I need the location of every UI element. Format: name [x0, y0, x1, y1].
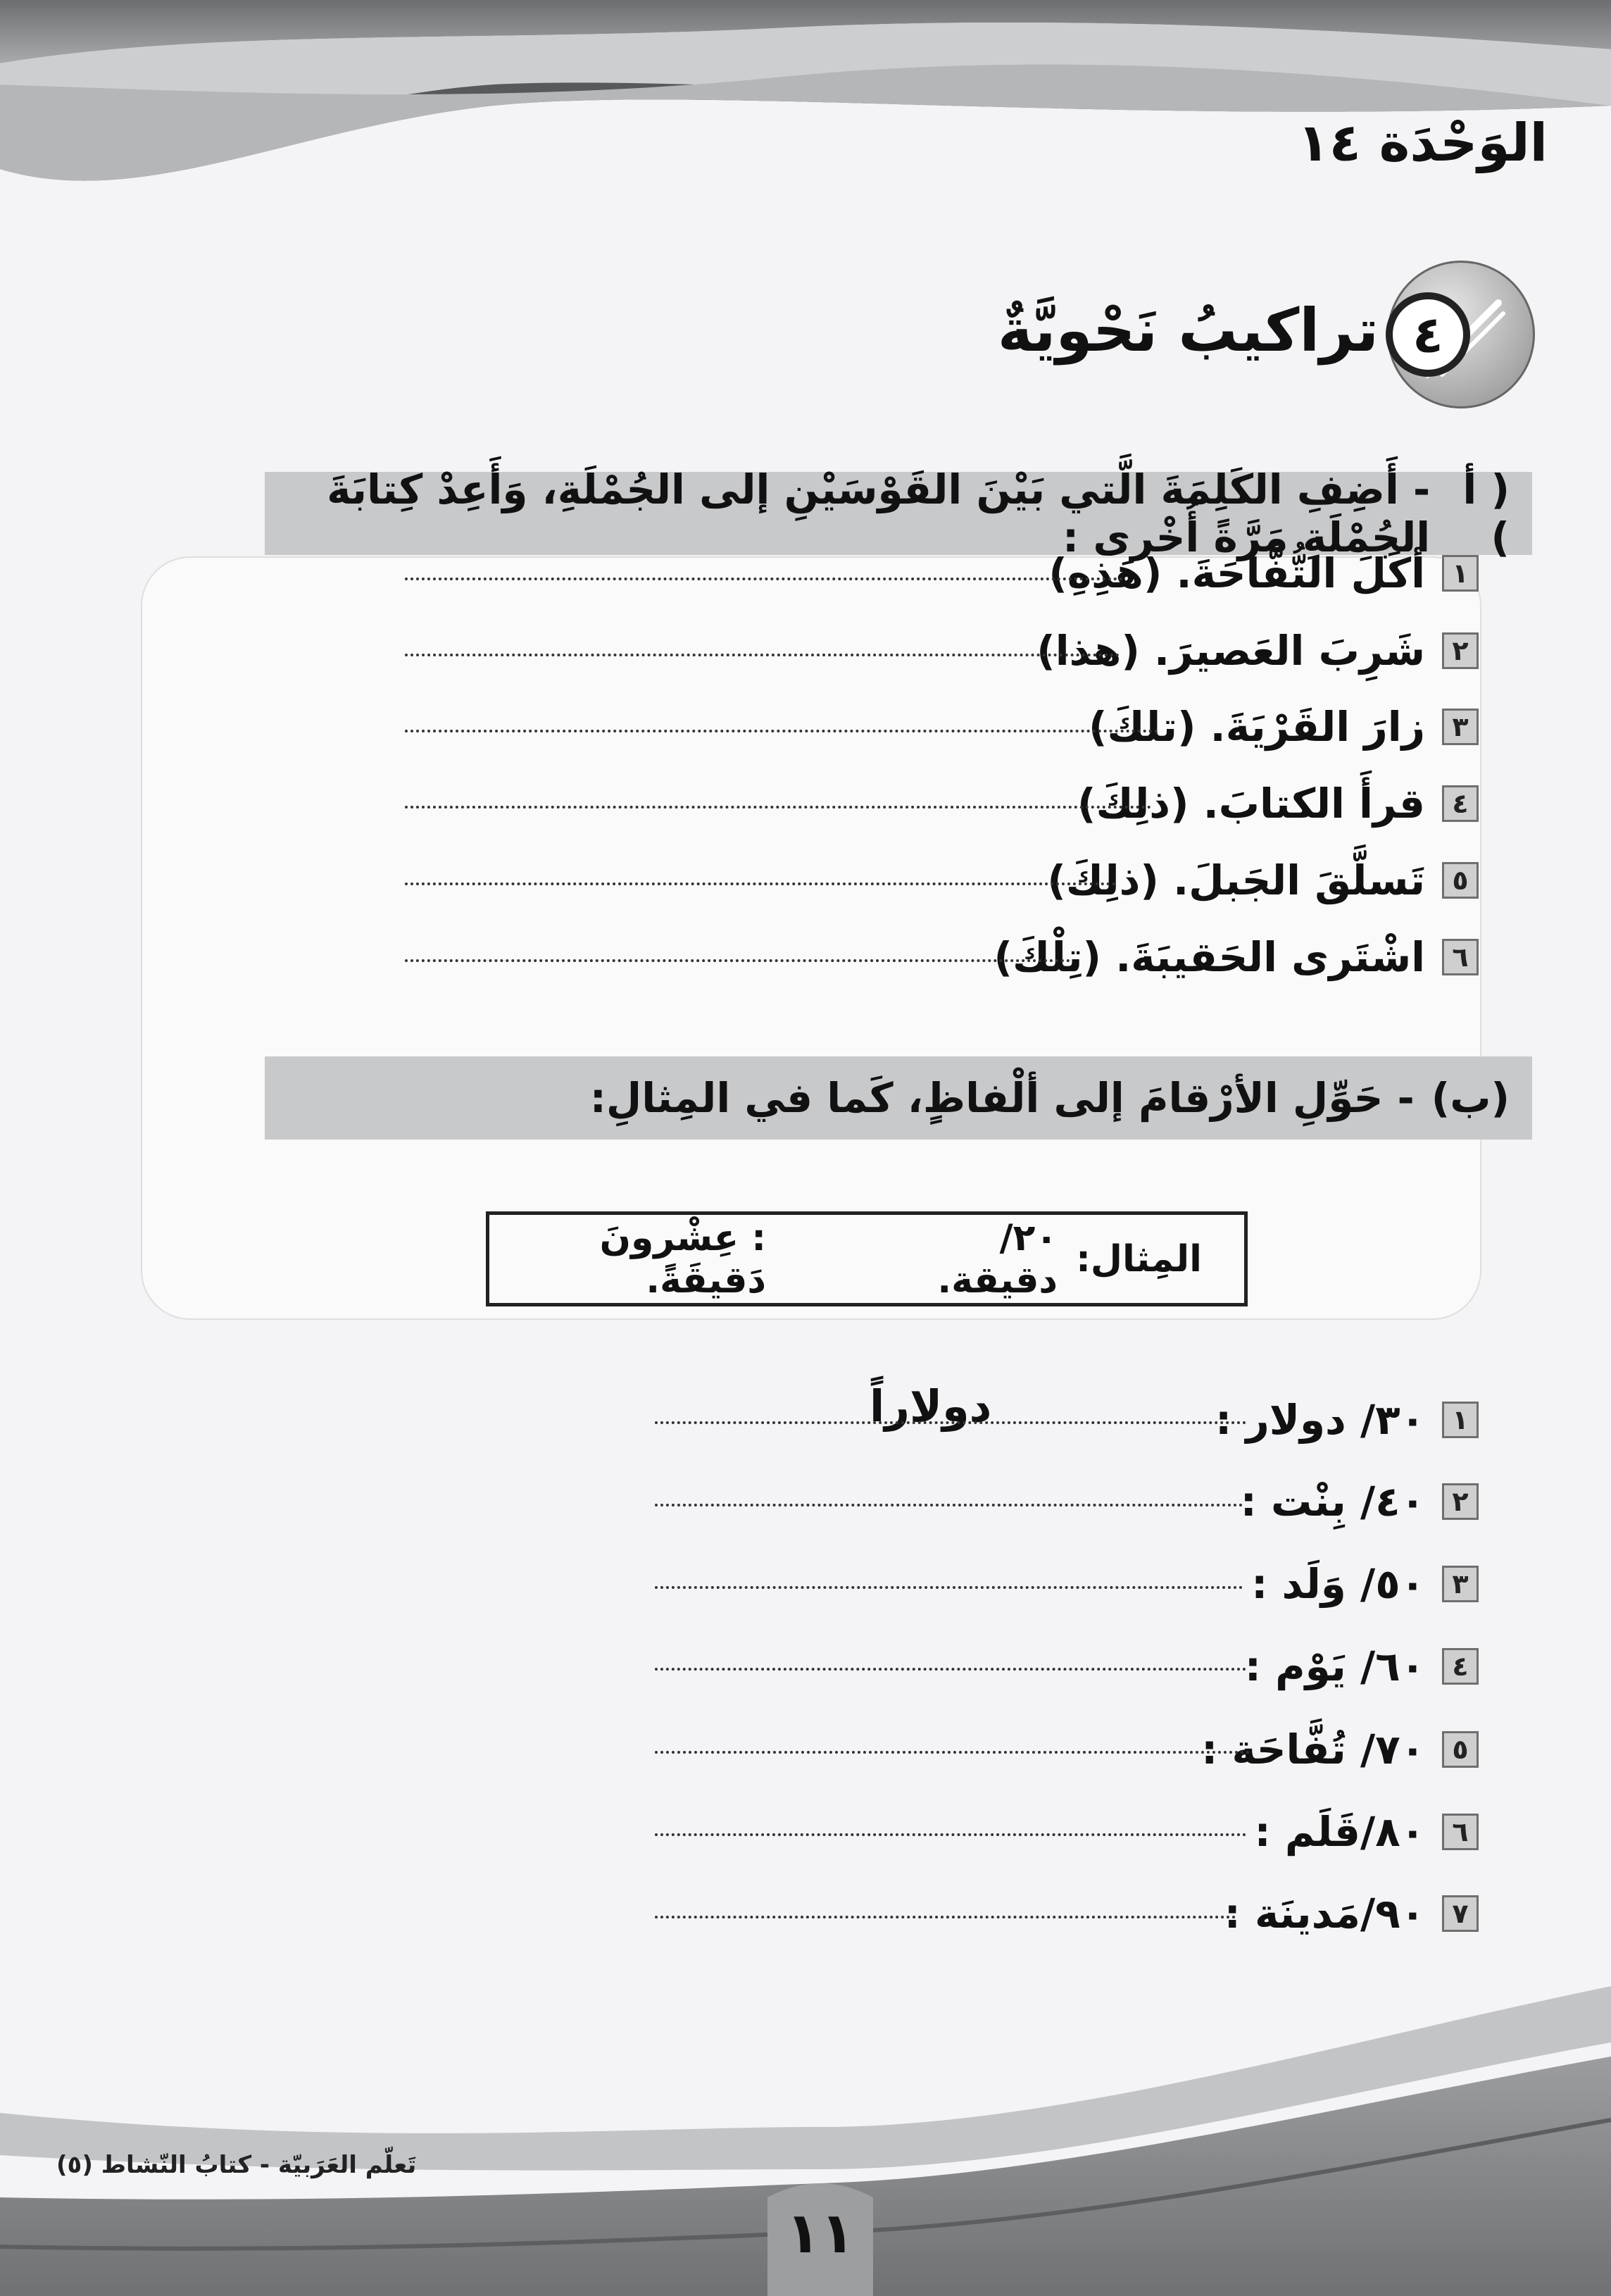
- part-b-item: [1224, 1890, 1479, 1938]
- section-title: تراكيبُ نَحْويَّةٌ: [997, 296, 1379, 365]
- answer-line[interactable]: [405, 882, 1116, 885]
- example-value: ٢٠/دقيقة.: [937, 1216, 1058, 1302]
- item-sentence: شَرِبَ العَصيرَ. (هذا): [1036, 627, 1425, 675]
- part-a-item: [994, 933, 1479, 981]
- book-title: تَعلّم العَرَبيّة - كتابُ النّشاط (٥): [56, 2151, 417, 2179]
- item-number: ٤: [1442, 785, 1479, 822]
- item-number-word: ٥٠/ وَلَد :: [1251, 1560, 1425, 1608]
- item-sentence: تَسلَّقَ الجَبلَ. (ذلِكَ): [1047, 856, 1425, 904]
- part-b-item: [1254, 1808, 1479, 1856]
- item-number: ٣: [1442, 1566, 1479, 1602]
- answer-line[interactable]: [655, 1586, 1243, 1589]
- item-number: ٤: [1442, 1648, 1479, 1685]
- part-a-instruction-bar: [265, 466, 1532, 561]
- part-b-instruction-bar: [265, 1056, 1532, 1140]
- example-box: [486, 1211, 1248, 1306]
- example-answer: : عِشْرونَ دَقيقَةً.: [599, 1216, 767, 1302]
- item-number-word: ٩٠/مَدينَة :: [1224, 1890, 1425, 1938]
- item-sentence: اشْتَرى الحَقيبَةَ. (تِلْكَ): [993, 933, 1425, 981]
- part-a-item: [1036, 627, 1479, 675]
- item-number-word: ٦٠/ يَوْم :: [1244, 1642, 1425, 1690]
- item-sentence: زارَ القَرْيَةَ. (تلكَ): [1089, 703, 1425, 751]
- answer-line[interactable]: [655, 1751, 1250, 1754]
- example-label: المِثال:: [1076, 1237, 1202, 1280]
- part-b-item: [1215, 1396, 1479, 1444]
- answer-line[interactable]: [405, 959, 1070, 962]
- answer-line[interactable]: [405, 806, 1151, 809]
- item-number: ٢: [1442, 1483, 1479, 1520]
- answer-line[interactable]: [655, 1668, 1246, 1671]
- item-number-word: ٨٠/قَلَم :: [1254, 1808, 1425, 1856]
- item-number: ١: [1442, 555, 1479, 592]
- item-number: ٥: [1442, 1731, 1479, 1768]
- answer-line[interactable]: [405, 654, 1120, 656]
- handwritten-answer: دولاراً: [870, 1380, 992, 1432]
- answer-line[interactable]: [405, 578, 1123, 580]
- part-a-item: [1048, 549, 1479, 597]
- part-b-letter: (ب): [1431, 1074, 1510, 1122]
- item-number: ٢: [1442, 632, 1479, 669]
- part-a-item: [1089, 703, 1479, 751]
- part-b-item: [1241, 1478, 1479, 1526]
- item-number-word: ٣٠/ دولار :: [1215, 1396, 1425, 1444]
- part-b-instruction: - حَوِّلِ الأرْقامَ إلى ألْفاظٍ، كَما في المِثالِ:: [589, 1074, 1415, 1122]
- answer-line[interactable]: [405, 730, 1158, 732]
- part-a-item: [1077, 780, 1479, 828]
- answer-line[interactable]: [655, 1833, 1246, 1836]
- part-a-instruction: - أَضِفِ الكَلِمَةَ الَّتي بَيْنَ القَوْسَيْنِ إلى الجُمْلَةِ، وَأَعِدْ كِتابَةَ الجُمْلَةِ مَرَّةً أُخْرى :: [327, 466, 1431, 561]
- item-number: ٥: [1442, 862, 1479, 899]
- item-number: ٧: [1442, 1895, 1479, 1932]
- item-number: ١: [1442, 1402, 1479, 1438]
- section-number: ٤: [1386, 292, 1470, 377]
- part-a-item: [1047, 856, 1479, 904]
- answer-line[interactable]: [655, 1504, 1243, 1506]
- item-number-word: ٧٠/ تُفَّاحَة :: [1201, 1726, 1425, 1773]
- item-sentence: قرأَ الكتابَ. (ذلِكَ): [1077, 780, 1425, 828]
- item-number-word: ٤٠/ بِنْت :: [1240, 1478, 1425, 1526]
- part-a-letter: ( أ ): [1462, 466, 1510, 561]
- answer-line[interactable]: [655, 1916, 1236, 1918]
- answer-line[interactable]: [655, 1421, 1246, 1424]
- part-b-item: [1251, 1560, 1479, 1608]
- item-number: ٦: [1442, 1814, 1479, 1850]
- unit-title: الوَحْدَة ١٤: [1297, 113, 1548, 173]
- item-sentence: أكَلَ التُّفَّاحَةَ. (هَذِهِ): [1048, 549, 1425, 597]
- item-number: ٣: [1442, 709, 1479, 745]
- part-b-item: [1245, 1642, 1479, 1690]
- page-number: ١١: [786, 2200, 855, 2266]
- item-number: ٦: [1442, 939, 1479, 975]
- part-b-item: [1201, 1726, 1479, 1773]
